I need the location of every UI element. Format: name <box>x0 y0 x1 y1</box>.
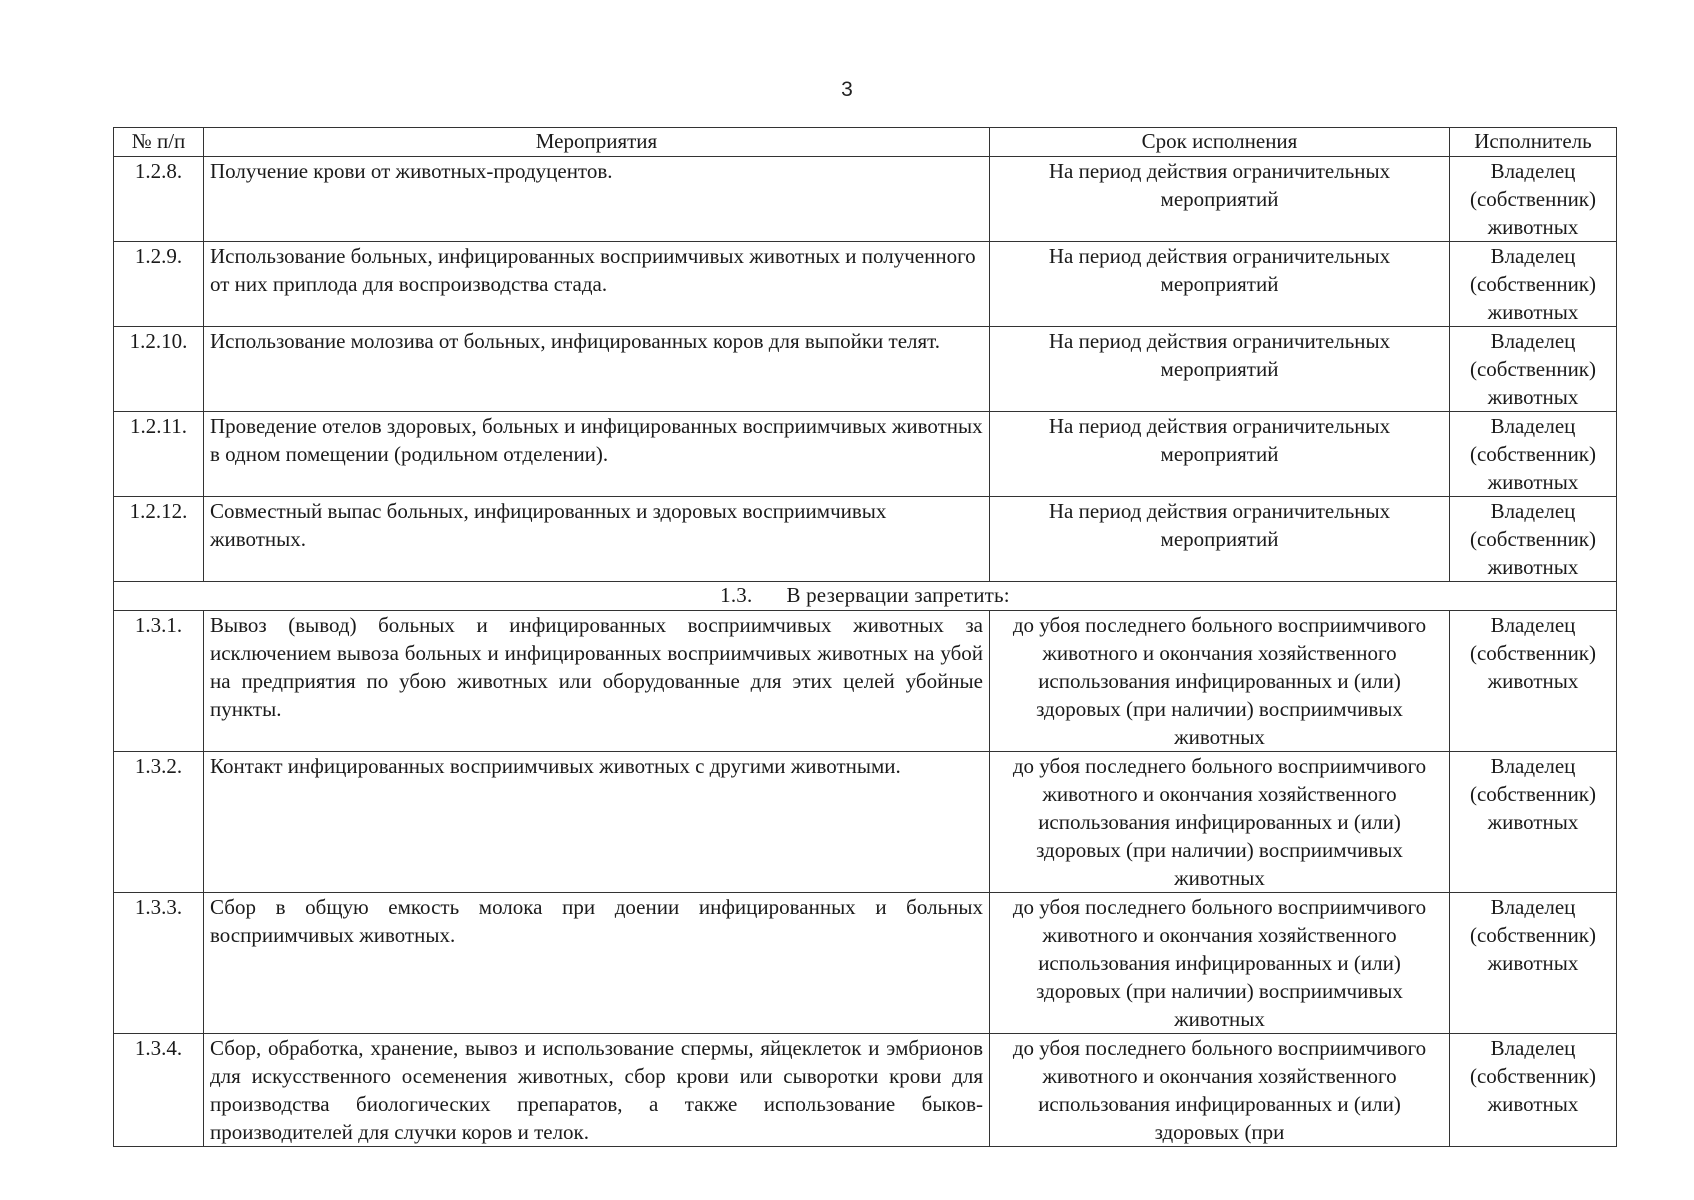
row-executor: Владелец (собственник) животных <box>1450 157 1617 242</box>
row-num: 1.2.12. <box>114 497 204 582</box>
row-term: до убоя последнего больного восприимчивого животного и окончания хозяйственного использования инфицированных и (или) здоровых (при наличии) восприимчивых животных <box>990 893 1450 1034</box>
table-row <box>114 327 1617 412</box>
section-row <box>114 582 1617 611</box>
row-executor: Владелец (собственник) животных <box>1450 327 1617 412</box>
row-event: Контакт инфицированных восприимчивых животных с другими животными. <box>204 752 990 893</box>
table-row <box>114 157 1617 242</box>
header-event: Мероприятия <box>204 128 990 157</box>
row-term: до убоя последнего больного восприимчивого животного и окончания хозяйственного использования инфицированных и (или) здоровых (при наличии) восприимчивых животных <box>990 752 1450 893</box>
row-num: 1.2.8. <box>114 157 204 242</box>
row-event: Получение крови от животных-продуцентов. <box>204 157 990 242</box>
section-number: 1.3. <box>720 583 753 607</box>
page-number: 3 <box>841 78 853 101</box>
table-row <box>114 497 1617 582</box>
table-row <box>114 242 1617 327</box>
table-row <box>114 412 1617 497</box>
table-row <box>114 752 1617 893</box>
row-term: На период действия ограничительных мероприятий <box>990 157 1450 242</box>
row-num: 1.2.9. <box>114 242 204 327</box>
row-event: Использование молозива от больных, инфицированных коров для выпойки телят. <box>204 327 990 412</box>
table-row <box>114 893 1617 1034</box>
row-executor: Владелец (собственник) животных <box>1450 497 1617 582</box>
row-executor: Владелец (собственник) животных <box>1450 1034 1617 1147</box>
row-executor: Владелец (собственник) животных <box>1450 412 1617 497</box>
row-num: 1.2.11. <box>114 412 204 497</box>
row-event: Проведение отелов здоровых, больных и инфицированных восприимчивых животных в одном помещении (родильном отделении). <box>204 412 990 497</box>
row-executor: Владелец (собственник) животных <box>1450 242 1617 327</box>
section-title: В резервации запретить: <box>786 583 1010 607</box>
row-executor: Владелец (собственник) животных <box>1450 611 1617 752</box>
table-row <box>114 1034 1617 1147</box>
row-event: Сбор, обработка, хранение, вывоз и использование спермы, яйцеклеток и эмбрионов для искусственного осеменения животных, сбор крови или сыворотки крови для производства биологических препаратов, а также использование быков-производителей для случки коров и телок. <box>204 1034 990 1147</box>
row-term: На период действия ограничительных мероприятий <box>990 242 1450 327</box>
row-term: На период действия ограничительных мероприятий <box>990 412 1450 497</box>
row-num: 1.3.3. <box>114 893 204 1034</box>
row-event: Использование больных, инфицированных восприимчивых животных и полученного от них приплода для воспроизводства стада. <box>204 242 990 327</box>
row-term: На период действия ограничительных мероприятий <box>990 327 1450 412</box>
row-num: 1.3.1. <box>114 611 204 752</box>
row-event: Совместный выпас больных, инфицированных и здоровых восприимчивых животных. <box>204 497 990 582</box>
row-num: 1.3.4. <box>114 1034 204 1147</box>
measures-table <box>113 127 1617 1147</box>
row-num: 1.3.2. <box>114 752 204 893</box>
header-term: Срок исполнения <box>990 128 1450 157</box>
row-term: На период действия ограничительных мероприятий <box>990 497 1450 582</box>
row-num: 1.2.10. <box>114 327 204 412</box>
table-row <box>114 611 1617 752</box>
row-event: Вывоз (вывод) больных и инфицированных восприимчивых животных за исключением вывоза больных и инфицированных восприимчивых животных на убой на предприятия по убою животных или оборудованные для этих целей убойные пункты. <box>204 611 990 752</box>
row-term: до убоя последнего больного восприимчивого животного и окончания хозяйственного использования инфицированных и (или) здоровых (при <box>990 1034 1450 1147</box>
row-executor: Владелец (собственник) животных <box>1450 752 1617 893</box>
table-header-row <box>114 128 1617 157</box>
header-executor: Исполнитель <box>1450 128 1617 157</box>
row-term: до убоя последнего больного восприимчивого животного и окончания хозяйственного использования инфицированных и (или) здоровых (при наличии) восприимчивых животных <box>990 611 1450 752</box>
section-heading <box>114 582 1617 611</box>
header-num: № п/п <box>114 128 204 157</box>
row-event: Сбор в общую емкость молока при доении инфицированных и больных восприимчивых животных. <box>204 893 990 1034</box>
row-executor: Владелец (собственник) животных <box>1450 893 1617 1034</box>
